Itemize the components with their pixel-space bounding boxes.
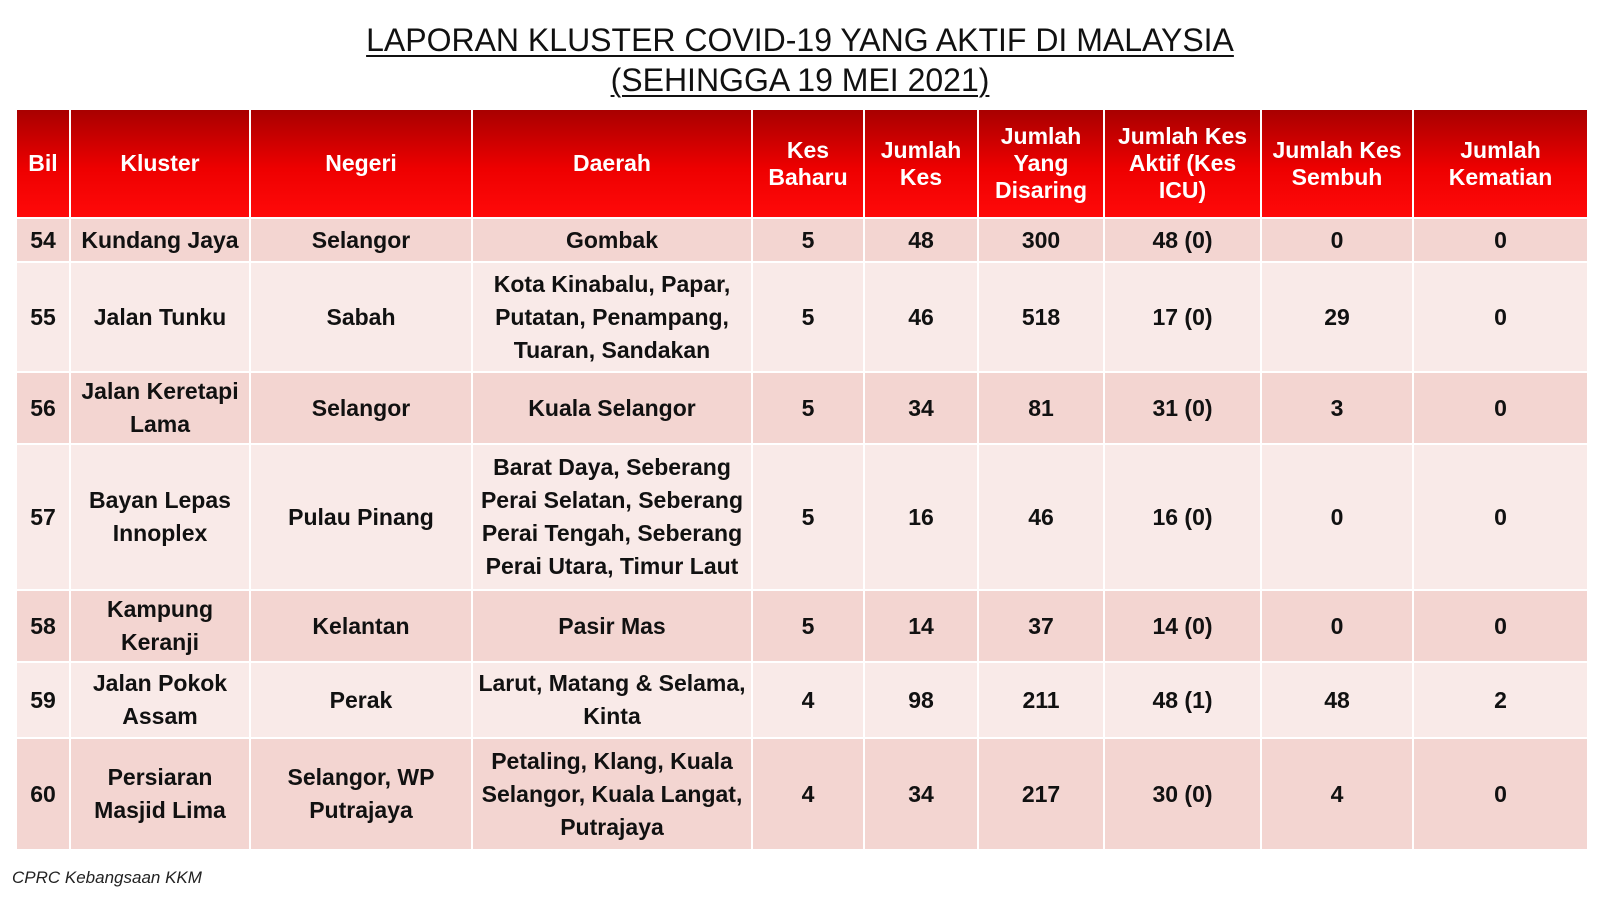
cell-bil: 56: [16, 372, 70, 444]
cell-kluster: Jalan Pokok Assam: [70, 662, 250, 738]
cell-kes-baharu: 5: [752, 218, 864, 262]
cell-jumlah-disaring: 81: [978, 372, 1104, 444]
cell-bil: 60: [16, 738, 70, 850]
cell-daerah: Kota Kinabalu, Papar, Putatan, Penampang, Tuaran, Sandakan: [472, 262, 752, 372]
table-row: [16, 662, 1588, 738]
cell-negeri: Selangor, WP Putrajaya: [250, 738, 472, 850]
table-row: [16, 372, 1588, 444]
cell-jumlah-kes: 48: [864, 218, 978, 262]
cell-kes-aktif: 30 (0): [1104, 738, 1261, 850]
source-note: CPRC Kebangsaan KKM: [12, 868, 202, 887]
cell-jumlah-kes: 34: [864, 738, 978, 850]
cell-jumlah-disaring: 518: [978, 262, 1104, 372]
cell-jumlah-disaring: 300: [978, 218, 1104, 262]
cell-kes-baharu: 5: [752, 262, 864, 372]
cell-kluster: Kundang Jaya: [70, 218, 250, 262]
title-line-2: (SEHINGGA 19 MEI 2021): [610, 62, 990, 98]
cell-kes-baharu: 4: [752, 738, 864, 850]
cell-kes-sembuh: 4: [1261, 738, 1413, 850]
cell-negeri: Perak: [250, 662, 472, 738]
cell-kematian: 0: [1413, 444, 1588, 590]
cell-daerah: Petaling, Klang, Kuala Selangor, Kuala Langat, Putrajaya: [472, 738, 752, 850]
cell-kes-sembuh: 0: [1261, 444, 1413, 590]
header-kes-sembuh: Jumlah Kes Sembuh: [1261, 110, 1413, 218]
table-row: [16, 218, 1588, 262]
cell-negeri: Pulau Pinang: [250, 444, 472, 590]
table-row: [16, 444, 1588, 590]
report-title: [0, 20, 1600, 100]
table-row: [16, 590, 1588, 662]
title-line-1: LAPORAN KLUSTER COVID-19 YANG AKTIF DI MALAYSIA: [366, 22, 1234, 58]
cell-bil: 57: [16, 444, 70, 590]
cell-kes-sembuh: 3: [1261, 372, 1413, 444]
cell-jumlah-disaring: 46: [978, 444, 1104, 590]
cell-jumlah-kes: 46: [864, 262, 978, 372]
cell-kes-aktif: 31 (0): [1104, 372, 1261, 444]
cell-daerah: Barat Daya, Seberang Perai Selatan, Seberang Perai Tengah, Seberang Perai Utara, Timur Laut: [472, 444, 752, 590]
cell-kes-baharu: 5: [752, 590, 864, 662]
header-kematian: Jumlah Kematian: [1413, 110, 1588, 218]
cell-kluster: Kampung Keranji: [70, 590, 250, 662]
cell-kes-aktif: 17 (0): [1104, 262, 1261, 372]
cell-jumlah-kes: 16: [864, 444, 978, 590]
header-kluster: Kluster: [70, 110, 250, 218]
table-row: [16, 738, 1588, 850]
cell-bil: 54: [16, 218, 70, 262]
cell-kes-aktif: 48 (0): [1104, 218, 1261, 262]
cell-kes-aktif: 48 (1): [1104, 662, 1261, 738]
cell-kes-baharu: 5: [752, 372, 864, 444]
cell-kes-sembuh: 29: [1261, 262, 1413, 372]
cell-negeri: Sabah: [250, 262, 472, 372]
cell-kes-sembuh: 0: [1261, 590, 1413, 662]
cell-kematian: 0: [1413, 738, 1588, 850]
cell-kluster: Persiaran Masjid Lima: [70, 738, 250, 850]
cell-kematian: 0: [1413, 262, 1588, 372]
cell-daerah: Pasir Mas: [472, 590, 752, 662]
cell-negeri: Kelantan: [250, 590, 472, 662]
cell-daerah: Gombak: [472, 218, 752, 262]
header-row: [16, 110, 1588, 218]
cell-jumlah-disaring: 217: [978, 738, 1104, 850]
cell-kematian: 0: [1413, 218, 1588, 262]
header-jumlah-disaring: Jumlah Yang Disaring: [978, 110, 1104, 218]
cell-kluster: Bayan Lepas Innoplex: [70, 444, 250, 590]
cell-negeri: Selangor: [250, 372, 472, 444]
cell-negeri: Selangor: [250, 218, 472, 262]
header-negeri: Negeri: [250, 110, 472, 218]
cell-kes-aktif: 16 (0): [1104, 444, 1261, 590]
header-jumlah-kes: Jumlah Kes: [864, 110, 978, 218]
cell-kes-sembuh: 48: [1261, 662, 1413, 738]
cell-bil: 55: [16, 262, 70, 372]
cell-jumlah-disaring: 211: [978, 662, 1104, 738]
cell-jumlah-disaring: 37: [978, 590, 1104, 662]
cell-kluster: Jalan Keretapi Lama: [70, 372, 250, 444]
header-kes-baharu: Kes Baharu: [752, 110, 864, 218]
cluster-table: [15, 110, 1589, 851]
cell-kluster: Jalan Tunku: [70, 262, 250, 372]
cell-daerah: Kuala Selangor: [472, 372, 752, 444]
cell-kes-baharu: 4: [752, 662, 864, 738]
cell-bil: 58: [16, 590, 70, 662]
cell-kes-aktif: 14 (0): [1104, 590, 1261, 662]
table-row: [16, 262, 1588, 372]
cell-kematian: 0: [1413, 372, 1588, 444]
cell-jumlah-kes: 34: [864, 372, 978, 444]
cell-kes-sembuh: 0: [1261, 218, 1413, 262]
cell-bil: 59: [16, 662, 70, 738]
cell-kematian: 0: [1413, 590, 1588, 662]
cell-kes-baharu: 5: [752, 444, 864, 590]
cell-jumlah-kes: 14: [864, 590, 978, 662]
header-bil: Bil: [16, 110, 70, 218]
cell-jumlah-kes: 98: [864, 662, 978, 738]
header-kes-aktif: Jumlah Kes Aktif (Kes ICU): [1104, 110, 1261, 218]
header-daerah: Daerah: [472, 110, 752, 218]
cell-kematian: 2: [1413, 662, 1588, 738]
cell-daerah: Larut, Matang & Selama, Kinta: [472, 662, 752, 738]
